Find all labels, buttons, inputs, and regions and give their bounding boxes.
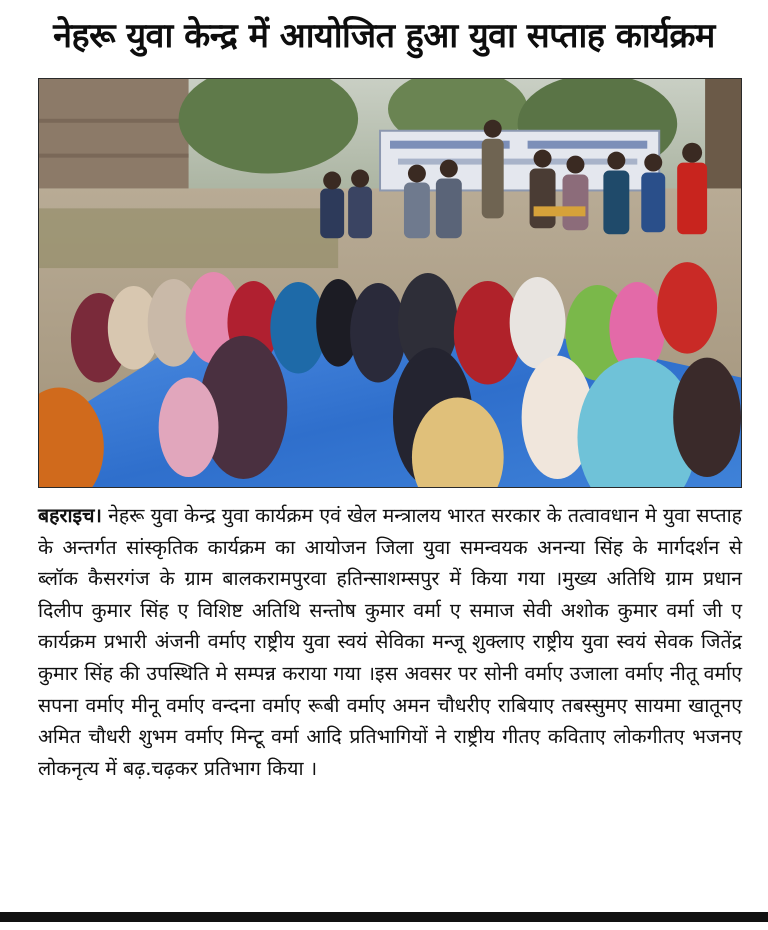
bottom-rule (0, 912, 768, 922)
article-text: नेहरू युवा केन्द्र युवा कार्यक्रम एवं खेल मन्त्रालय भारत सरकार के तत्वावधान मे युवा सप्ताह के अन्तर्गत सांस्कृतिक कार्यक्रम का आयोजन जिला युवा समन्वयक अनन्या सिंह के मार्गदर्शन से ब्लॉक कैसरगंज के ग्राम बालकरामपुरवा हतिन्साशम्सपुर में किया गया ।मुख्य अतिथि ग्राम प्रधान दिलीप कुमार सिंह ए विशिष्ट अतिथि सन्तोष कुमार वर्मा ए समाज सेवी अशोक कुमार वर्मा जी ए कार्यक्रम प्रभारी अंजनी वर्माए राष्ट्रीय युवा स्वयं सेविका मन्जू शुक्लाए राष्ट्रीय युवा स्वयं सेवक जितेंद्र कुमार सिंह की उपस्थिति मे सम्पन्न कराया गया ।इस अवसर पर सोनी वर्माए उजाला वर्माए नीतू वर्माए सपना वर्माए मीनू वर्माए वन्दना वर्माए रूबी वर्माए अमन चौधरीए राबियाए तबस्सुमए सायमा खातूनए अमित चौधरी शुभम वर्माए मिन्टू वर्मा आदि प्रतिभागियों ने राष्ट्रीय गीतए कविताए लोकगीतए भजनए लोकनृत्य में बढ़.चढ़कर प्रतिभाग किया । (38, 504, 742, 780)
article-dateline: बहराइच। (38, 504, 102, 527)
photo-illustration (39, 79, 741, 487)
brick-wall (39, 79, 189, 188)
article-body (38, 500, 742, 784)
news-photo (38, 78, 742, 488)
headline: नेहरू युवा केन्द्र में आयोजित हुआ युवा सप्ताह कार्यक्रम (53, 16, 715, 56)
